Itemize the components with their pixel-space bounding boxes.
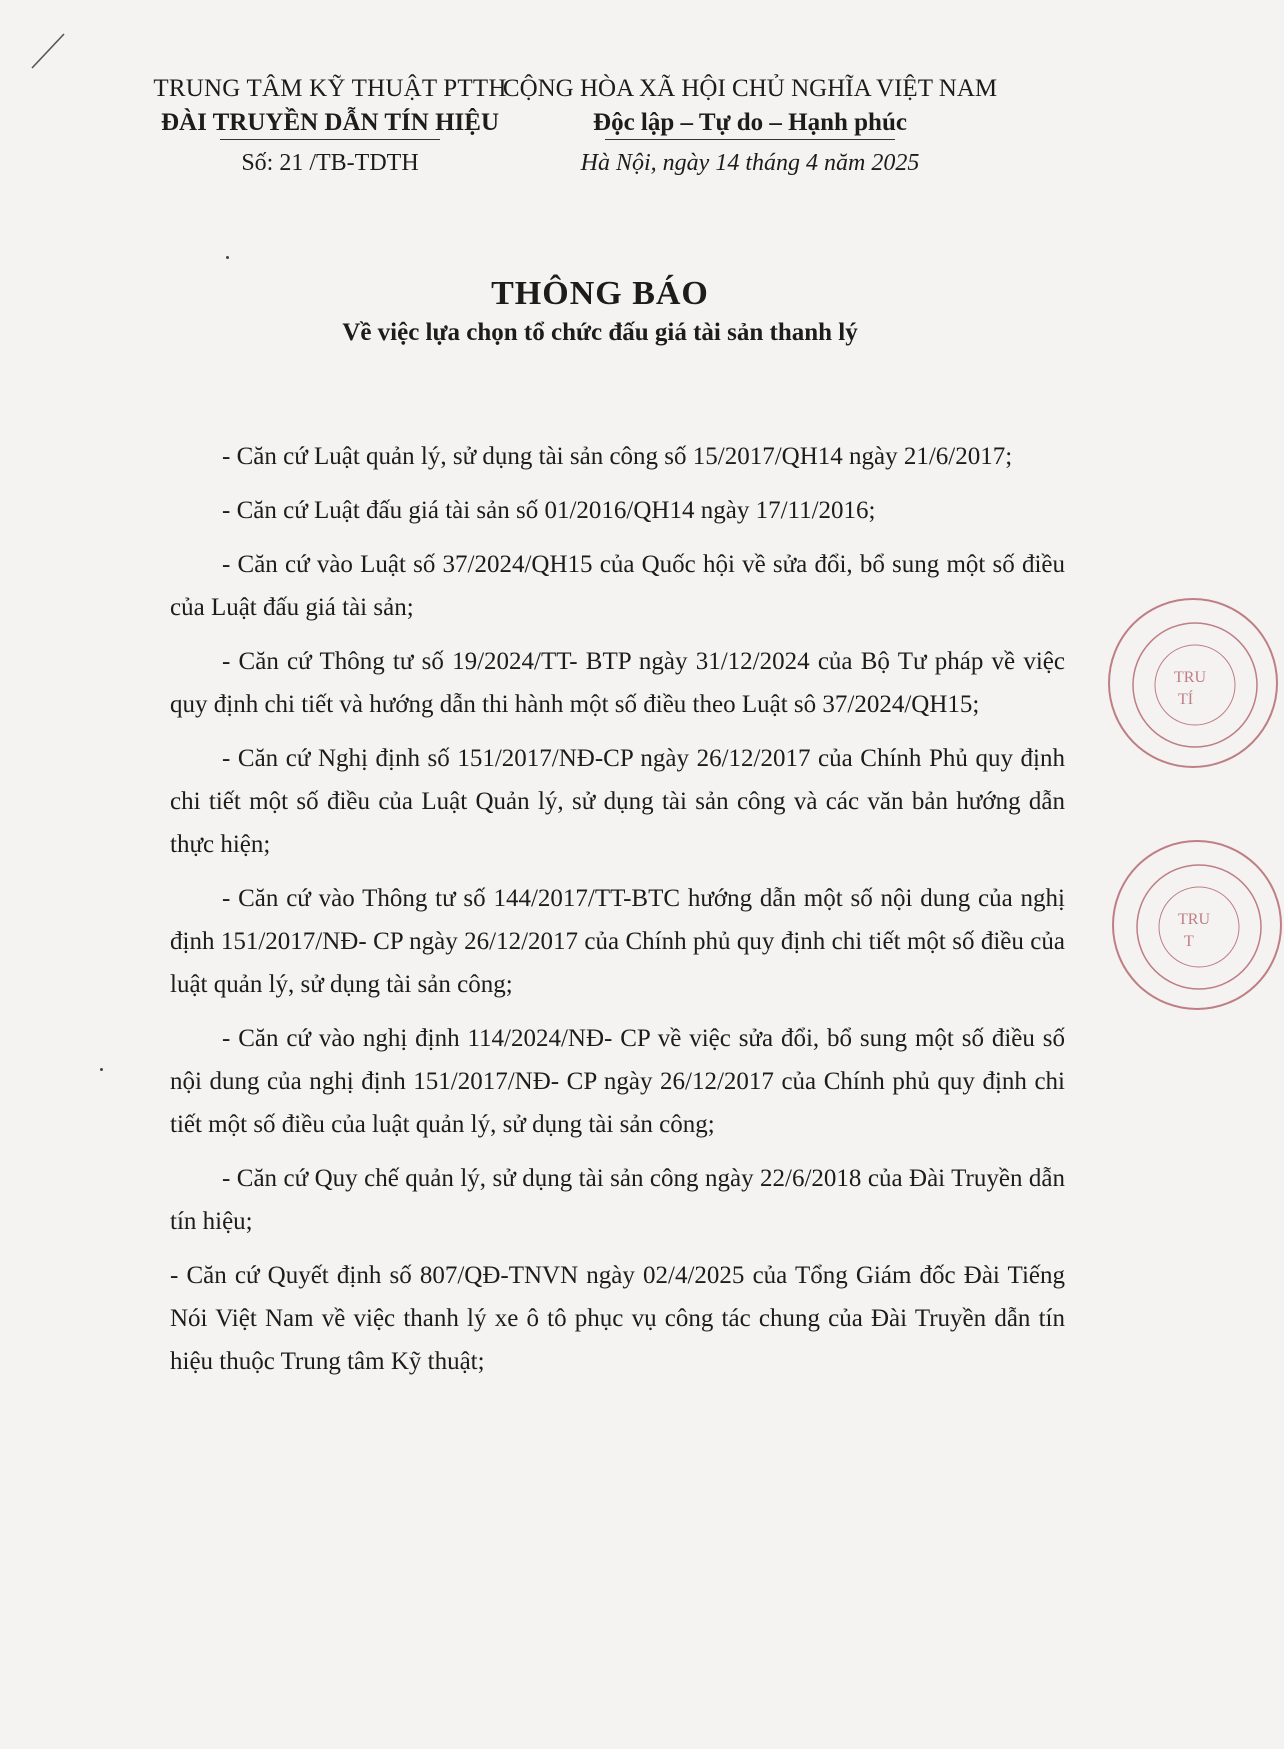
red-seal-stamp <box>1108 598 1278 768</box>
svg-text:TRU: TRU <box>1178 911 1210 928</box>
seal-icon <box>1110 600 1280 770</box>
svg-text:T: T <box>1184 933 1194 950</box>
svg-text:TÍ: TÍ <box>1178 691 1194 708</box>
speck-mark <box>100 1068 103 1071</box>
svg-text:TRU: TRU <box>1174 669 1206 686</box>
country-name: CỘNG HÒA XÃ HỘI CHỦ NGHĨA VIỆT NAM <box>502 75 998 102</box>
agency-parent: TRUNG TÂM KỸ THUẬT PTTH <box>153 75 507 102</box>
legal-basis-paragraph: - Căn cứ Luật quản lý, sử dụng tài sản công số 15/2017/QH14 ngày 21/6/2017; <box>222 443 1013 470</box>
national-motto: Độc lập – Tự do – Hạnh phúc <box>593 109 907 136</box>
document-title: THÔNG BÁO <box>491 275 709 312</box>
legal-basis-paragraph: - Căn cứ Nghị định số 151/2017/NĐ-CP ngày 26/12/2017 của Chính Phủ quy định chi tiết một số điều của Luật Quản lý, sử dụng tài sản công và các văn bản hướng dẫn thực hiện; <box>170 745 1065 858</box>
speck-mark <box>226 256 229 259</box>
red-seal-stamp <box>1112 840 1282 1010</box>
legal-basis-paragraph: - Căn cứ vào Luật số 37/2024/QH15 của Quốc hội về sửa đổi, bổ sung một số điều của Luật đấu giá tài sản; <box>170 551 1065 621</box>
legal-basis-paragraph: - Căn cứ Quyết định số 807/QĐ-TNVN ngày 02/4/2025 của Tổng Giám đốc Đài Tiếng Nói Việt Nam về việc thanh lý xe ô tô phục vụ công tác chung của Đài Truyền dẫn tín hiệu thuộc Trung tâm Kỹ thuật; <box>170 1262 1065 1375</box>
pen-mark-icon <box>28 30 68 72</box>
header-national-block <box>500 72 1000 180</box>
agency-name: ĐÀI TRUYỀN DẪN TÍN HIỆU <box>160 109 500 136</box>
document-subject: Về việc lựa chọn tổ chức đấu giá tài sản thanh lý <box>342 319 858 346</box>
legal-basis-paragraph: - Căn cứ vào Thông tư số 144/2017/TT-BTC hướng dẫn một số nội dung của nghị định 151/2017/NĐ- CP ngày 26/12/2017 của Chính phủ quy định chi tiết một số điều của luật quản lý, sử dụng tài sản công; <box>170 885 1065 998</box>
seal-icon <box>1114 842 1284 1012</box>
document-body <box>170 435 1065 1394</box>
place-date: Hà Nội, ngày 14 tháng 4 năm 2025 <box>580 150 920 176</box>
legal-basis-paragraph: - Căn cứ Luật đấu giá tài sản số 01/2016/QH14 ngày 17/11/2016; <box>222 497 876 524</box>
legal-basis-paragraph: - Căn cứ vào nghị định 114/2024/NĐ- CP về việc sửa đổi, bổ sung một số điều số nội dung của nghị định 151/2017/NĐ- CP ngày 26/12/2017 của Chính phủ quy định chi tiết một số điều của luật quản lý, sử dụng tài sản công; <box>170 1025 1065 1138</box>
legal-basis-paragraph: - Căn cứ Quy chế quản lý, sử dụng tài sản công ngày 22/6/2018 của Đài Truyền dẫn tín hiệu; <box>170 1165 1065 1235</box>
legal-basis-paragraph: - Căn cứ Thông tư số 19/2024/TT- BTP ngày 31/12/2024 của Bộ Tư pháp về việc quy định chi tiết và hướng dẫn thi hành một số điều theo Luật sô 37/2024/QH15; <box>170 648 1065 718</box>
header-agency-block <box>140 72 520 180</box>
title-block <box>0 272 1200 350</box>
document-number: Số: 21 /TB-TDTH <box>241 150 419 176</box>
